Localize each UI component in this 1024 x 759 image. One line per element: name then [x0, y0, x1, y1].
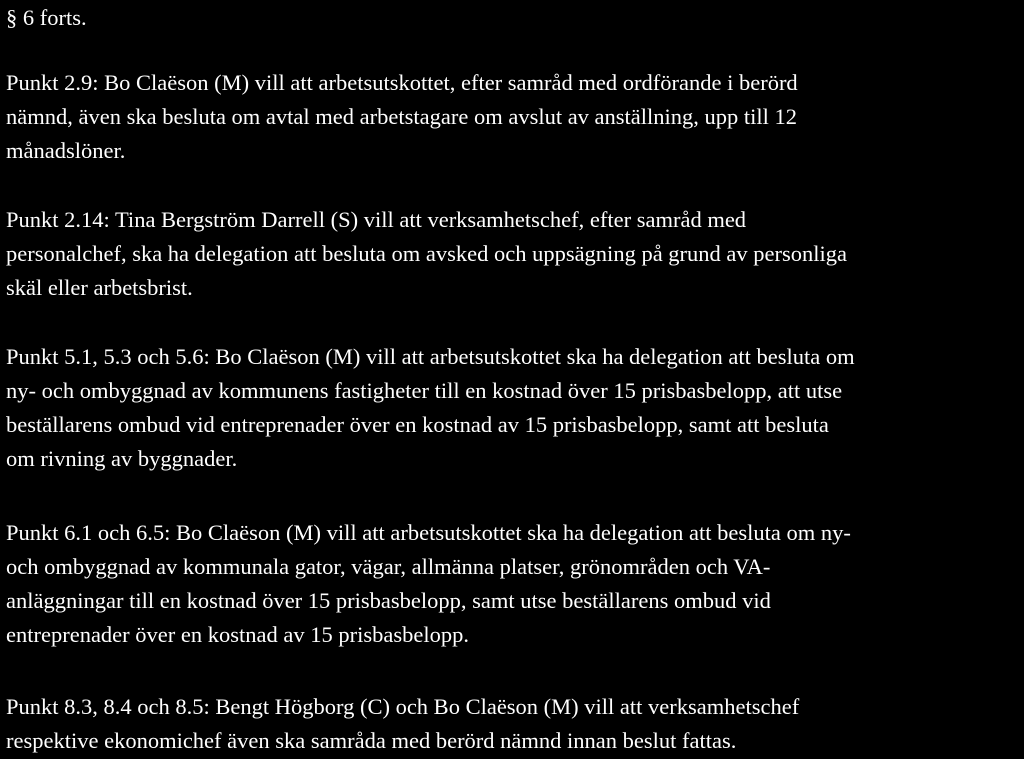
paragraph-line: entreprenader över en kostnad av 15 prisbasbelopp.: [6, 622, 469, 647]
paragraph-punkt-5: [6, 340, 1018, 476]
paragraph-line: Punkt 8.3, 8.4 och 8.5: Bengt Högborg (C) och Bo Claëson (M) vill att verksamhetschef: [6, 694, 800, 719]
paragraph-punkt-2-14: [6, 203, 1018, 305]
paragraph-punkt-2-9: [6, 66, 1018, 168]
paragraph-line: respektive ekonomichef även ska samråda med berörd nämnd innan beslut fattas.: [6, 728, 737, 753]
paragraph-line: månadslöner.: [6, 138, 126, 163]
paragraph-line: beställarens ombud vid entreprenader över en kostnad av 15 prisbasbelopp, samt att besluta: [6, 412, 829, 437]
paragraph-line: och ombyggnad av kommunala gator, vägar, allmänna platser, grönområden och VA-: [6, 554, 771, 579]
paragraph-punkt-6: [6, 516, 1018, 652]
paragraph-line: nämnd, även ska besluta om avtal med arbetstagare om avslut av anställning, upp till 12: [6, 104, 798, 129]
paragraph-line: om rivning av byggnader.: [6, 446, 238, 471]
paragraph-line: ny- och ombyggnad av kommunens fastigheter till en kostnad över 15 prisbasbelopp, att utse: [6, 378, 843, 403]
paragraph-line: anläggningar till en kostnad över 15 prisbasbelopp, samt utse beställarens ombud vid: [6, 588, 771, 613]
paragraph-line: personalchef, ska ha delegation att besluta om avsked och uppsägning på grund av personliga: [6, 241, 848, 266]
paragraph-line: Punkt 6.1 och 6.5: Bo Claëson (M) vill att arbetsutskottet ska ha delegation att besluta om ny-: [6, 520, 851, 545]
paragraph-line: skäl eller arbetsbrist.: [6, 275, 193, 300]
paragraph-line: Punkt 2.9: Bo Claëson (M) vill att arbetsutskottet, efter samråd med ordförande i berörd: [6, 70, 798, 95]
paragraph-punkt-8: [6, 690, 1018, 758]
paragraph-line: Punkt 5.1, 5.3 och 5.6: Bo Claëson (M) vill att arbetsutskottet ska ha delegation att besluta om: [6, 344, 855, 369]
section-header: § 6 forts.: [6, 5, 87, 30]
paragraph-line: Punkt 2.14: Tina Bergström Darrell (S) vill att verksamhetschef, efter samråd med: [6, 207, 747, 232]
